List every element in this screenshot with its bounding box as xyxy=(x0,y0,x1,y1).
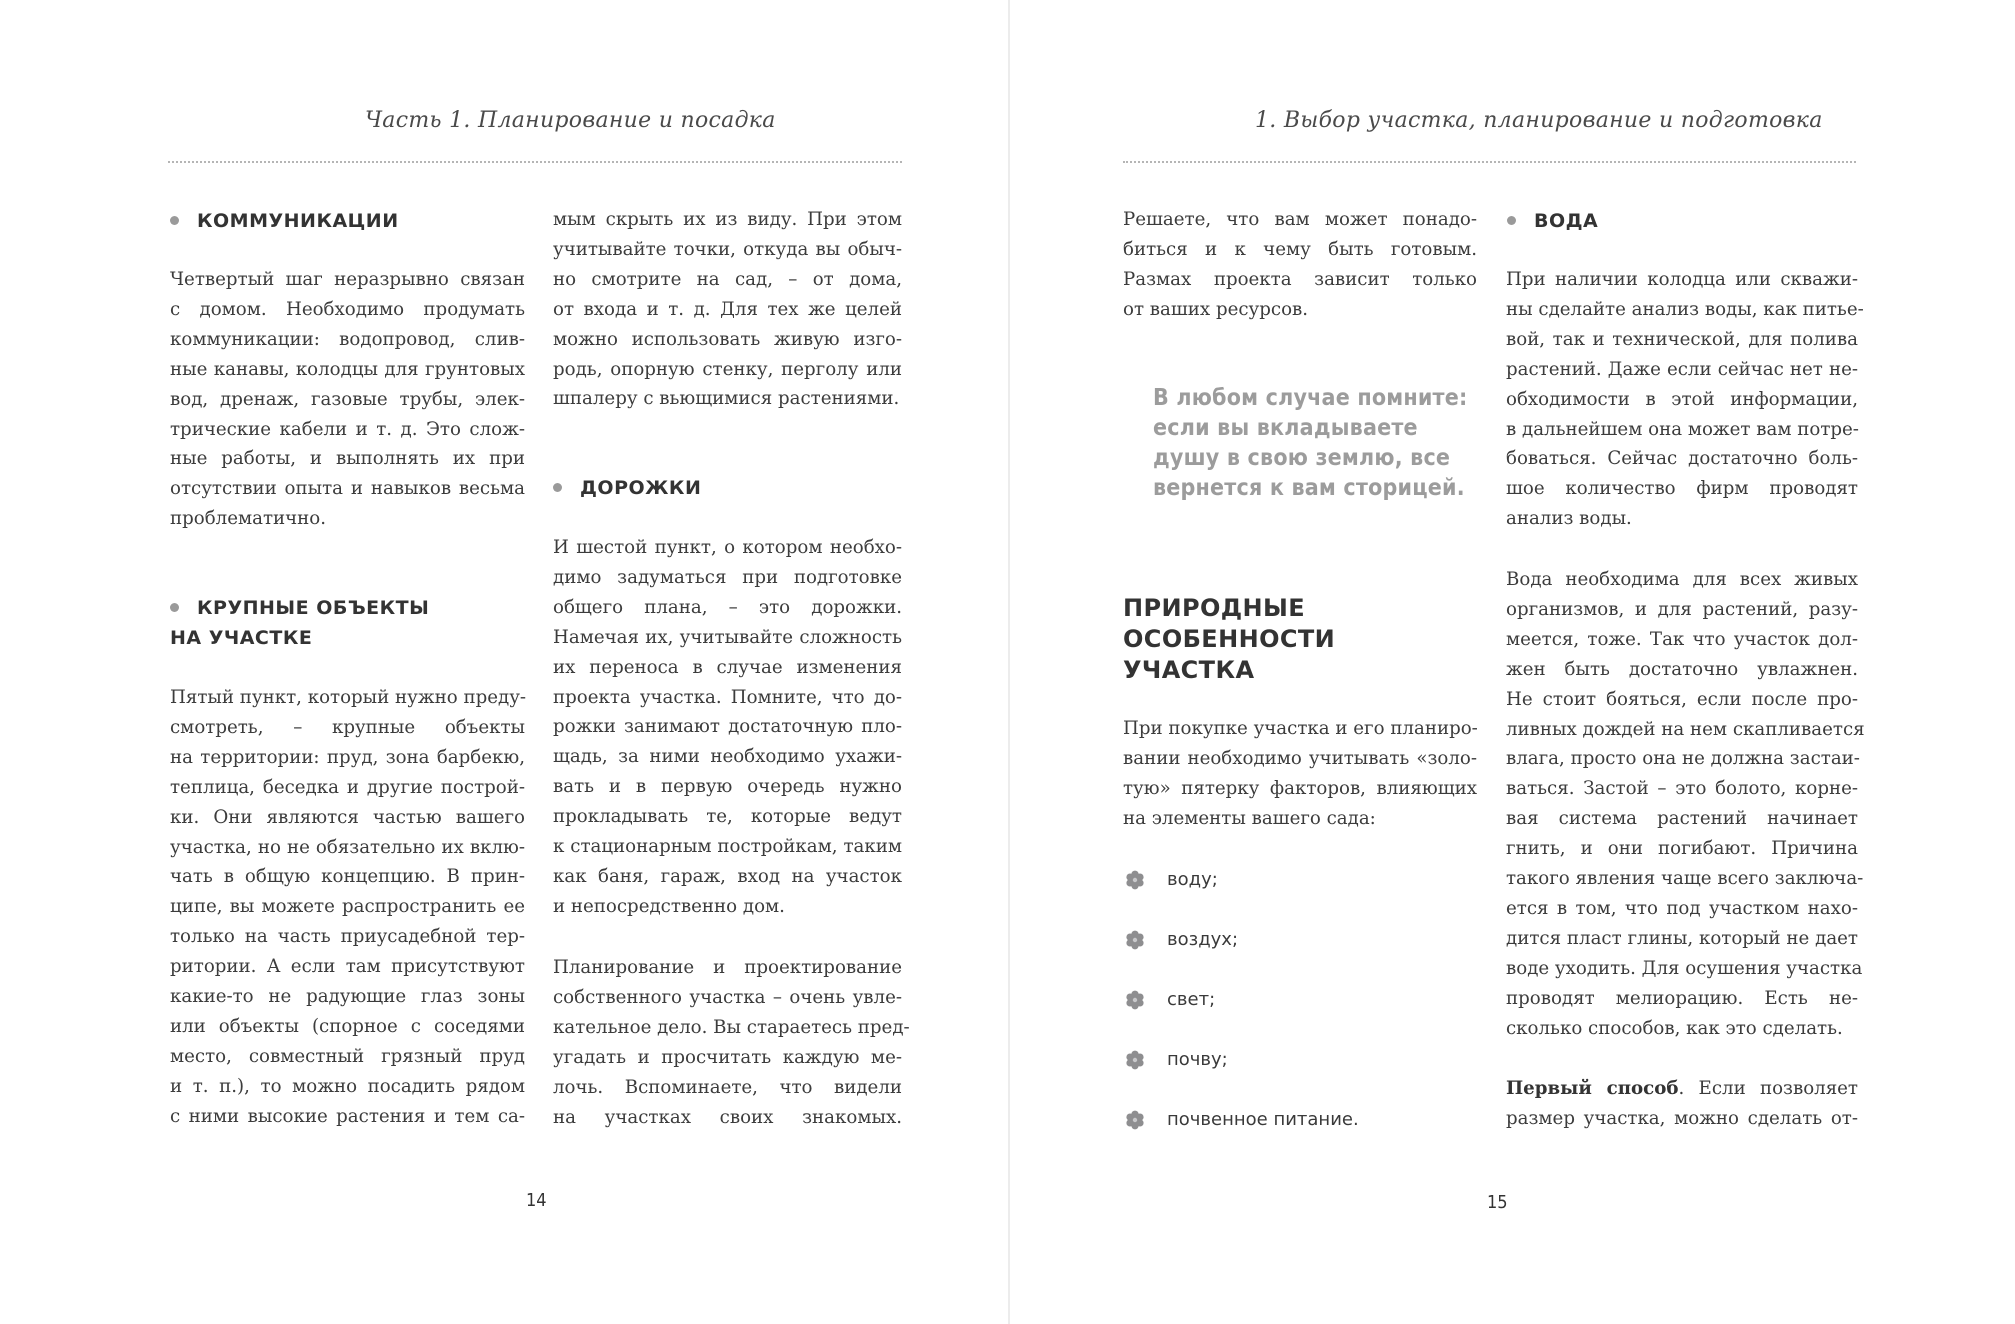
paragraph-line: дится пласт глины, который не дает xyxy=(1506,927,1858,949)
paragraph-line: гнить, и они погибают. Причина xyxy=(1506,838,1858,860)
flower-icon xyxy=(1125,1050,1145,1070)
paragraph-line: воде уходить. Для осушения участка xyxy=(1506,957,1863,979)
paragraph-line: к стационарным постройкам, таким xyxy=(553,836,902,858)
paragraph-line: но смотрите на сад, – от дома, xyxy=(553,268,902,290)
paragraph xyxy=(553,953,910,1132)
running-head: 1. Выбор участка, планирование и подготовка xyxy=(1255,108,1823,133)
paragraph-line: кательное дело. Вы стараетесь пред- xyxy=(553,1016,910,1038)
flower-icon xyxy=(1125,870,1145,890)
paragraph-line: какие-то не радующие глаз зоны xyxy=(170,986,525,1008)
paragraph-line: ки. Они являются частью вашего xyxy=(170,806,525,828)
paragraph-line: щадь, за ними необходимо ухажи- xyxy=(553,746,902,768)
quote-line: вернется к вам сторицей. xyxy=(1153,475,1465,501)
paragraph-line: вод, дренаж, газовые трубы, элек- xyxy=(170,388,525,410)
paragraph-line: проводят мелиорацию. Есть не- xyxy=(1506,987,1858,1009)
paragraph-line: жен быть достаточно увлажнен. xyxy=(1506,658,1858,680)
page-number: 14 xyxy=(526,1190,547,1211)
paragraph-line: анализ воды. xyxy=(1506,508,1632,530)
paragraph-line: тую» пятерку факторов, влияющих xyxy=(1123,777,1477,799)
paragraph-line: от входа и т. д. Для тех же целей xyxy=(553,298,902,320)
paragraph-line: рожки занимают достаточную пло- xyxy=(553,716,902,738)
paragraph xyxy=(553,205,902,414)
paragraph-line: растений. Даже если сейчас нет не- xyxy=(1506,358,1858,380)
paragraph-line: ритории. А если там присутствуют xyxy=(170,956,525,978)
list-item-label: воду; xyxy=(1167,869,1218,890)
paragraph-line: и непосредственно дом. xyxy=(553,895,785,917)
paragraph-line: можно использовать живую изго- xyxy=(553,328,902,350)
paragraph xyxy=(1123,714,1477,834)
paragraph-line: коммуникации: водопровод, слив- xyxy=(170,328,525,350)
paragraph-line: прокладывать те, которые ведут xyxy=(553,806,902,828)
quote-line: В любом случае помните: xyxy=(1153,385,1468,411)
paragraph xyxy=(170,683,525,1132)
paragraph-line: ны сделайте анализ воды, как питье- xyxy=(1506,298,1864,320)
paragraph-line: вая система растений начинает xyxy=(1506,808,1858,830)
bullet-dot-icon xyxy=(170,216,179,225)
paragraph-line: участка, но не обязательно их вклю- xyxy=(170,836,525,858)
paragraph-line: Четвертый шаг неразрывно связан xyxy=(170,269,525,290)
flower-icon xyxy=(1125,930,1145,950)
paragraph-line: смотреть, – крупные объекты xyxy=(170,716,525,738)
paragraph-line: в дальнейшем она может вам потре- xyxy=(1506,418,1859,440)
paragraph-line: вании необходимо учитывать «золо- xyxy=(1123,747,1477,769)
paragraph-line: При наличии колодца или скважи- xyxy=(1506,269,1858,290)
paragraph-line: родь, опорную стенку, перголу или xyxy=(553,358,902,380)
flower-icon xyxy=(1125,990,1145,1010)
paragraph-line: чать в общую концепцию. В прин- xyxy=(170,866,525,888)
bold-lead-in: Первый способ xyxy=(1506,1078,1679,1099)
paragraph-line: на элементы вашего сада: xyxy=(1123,807,1376,829)
section-heading: ДОРОЖКИ xyxy=(580,473,701,503)
paragraph-line: ципе, вы можете распространить ее xyxy=(170,896,525,918)
paragraph-line: размер участка, можно сделать от- xyxy=(1506,1107,1858,1129)
paragraph-line: ные работы, и выполнять их при xyxy=(170,448,525,470)
paragraph-line: Планирование и проектирование xyxy=(553,957,902,978)
paragraph-line: шое количество фирм проводят xyxy=(1506,478,1858,500)
quote-line: душу в свою землю, все xyxy=(1153,445,1451,471)
quote-line: если вы вкладываете xyxy=(1153,415,1418,441)
paragraph-line: такого явления чаще всего заключа- xyxy=(1506,868,1864,890)
paragraph-line: биться и к чему быть готовым. xyxy=(1123,238,1477,260)
paragraph-line: их переноса в случае изменения xyxy=(553,656,902,678)
list-item-label: почвенное питание. xyxy=(1167,1109,1359,1130)
bullet-dot-icon xyxy=(1507,216,1516,225)
paragraph-line: отсутствии опыта и навыков весьма xyxy=(170,478,525,500)
pull-quote xyxy=(1153,383,1467,503)
paragraph-line: Не стоит бояться, если после про- xyxy=(1506,688,1858,710)
paragraph-line: шпалеру с вьющимися растениями. xyxy=(553,388,900,410)
paragraph-line: боваться. Сейчас достаточно боль- xyxy=(1506,448,1858,470)
paragraph-line: собственного участка – очень увле- xyxy=(553,986,902,1008)
paragraph-line: При покупке участка и его планиро- xyxy=(1123,718,1478,739)
paragraph-line: организмов, и для растений, разу- xyxy=(1506,598,1858,620)
paragraph xyxy=(1506,565,1865,1044)
paragraph-line: Решаете, что вам может понадо- xyxy=(1123,209,1477,230)
paragraph-line: Намечая их, учитывайте сложность xyxy=(553,626,902,648)
paragraph xyxy=(1506,1074,1858,1134)
paragraph xyxy=(553,533,902,922)
bullet-dot-icon xyxy=(170,603,179,612)
paragraph-line: от ваших ресурсов. xyxy=(1123,298,1309,320)
paragraph-line: ливных дождей на нем скапливается xyxy=(1506,718,1865,740)
section-heading: КРУПНЫЕ ОБЪЕКТЫ xyxy=(197,593,429,623)
paragraph-line: на территории: пруд, зона барбекю, xyxy=(170,746,525,768)
paragraph-line: угадать и просчитать каждую ме- xyxy=(553,1046,902,1068)
paragraph-line: сколько способов, как это сделать. xyxy=(1506,1017,1843,1039)
section-heading: КОММУНИКАЦИИ xyxy=(197,206,399,236)
section-heading-line2: НА УЧАСТКЕ xyxy=(170,627,313,649)
paragraph-line: проблематично. xyxy=(170,508,327,530)
running-head: Часть 1. Планирование и посадка xyxy=(365,108,776,133)
paragraph-line: И шестой пункт, о котором необхо- xyxy=(553,537,902,558)
paragraph-line: ные канавы, колодцы для грунтовых xyxy=(170,358,525,380)
page-number: 15 xyxy=(1487,1192,1508,1213)
paragraph-line: трические кабели и т. д. Это слож- xyxy=(170,418,525,440)
left-page-column-1 xyxy=(170,0,525,1150)
paragraph-line: и т. п.), то можно посадить рядом xyxy=(170,1075,525,1097)
paragraph-line: с ними высокие растения и тем са- xyxy=(170,1105,525,1127)
paragraph-line: или объекты (спорное с соседями xyxy=(170,1015,525,1037)
paragraph-line: вать и в первую очередь нужно xyxy=(553,776,902,798)
paragraph-line: как баня, гараж, вход на участок xyxy=(553,865,902,887)
paragraph-line: Пятый пункт, который нужно преду- xyxy=(170,687,527,708)
paragraph-line: Размах проекта зависит только xyxy=(1123,268,1477,290)
paragraph-line: ваться. Застой – это болото, корне- xyxy=(1506,778,1858,800)
flower-icon xyxy=(1125,1110,1145,1130)
list-item-label: воздух; xyxy=(1167,929,1239,950)
paragraph-line: на участках своих знакомых. xyxy=(553,1106,902,1128)
paragraph xyxy=(170,265,525,534)
section-heading: ВОДА xyxy=(1534,206,1598,236)
paragraph-line: проекта участка. Помните, что до- xyxy=(553,686,902,708)
list-item-label: почву; xyxy=(1167,1049,1228,1070)
paragraph-line: обходимости в этой информации, xyxy=(1506,388,1858,410)
bullet-dot-icon xyxy=(553,483,562,492)
paragraph xyxy=(1123,205,1477,325)
paragraph-line: ется в том, что под участком нахо- xyxy=(1506,897,1858,919)
right-page-column-2 xyxy=(1506,0,1865,1150)
paragraph-line: учитывайте точки, откуда вы обыч- xyxy=(553,238,902,260)
paragraph-line: теплица, беседка и другие построй- xyxy=(170,776,525,798)
paragraph xyxy=(1506,265,1864,534)
left-page-column-2 xyxy=(553,0,908,1150)
paragraph-line: мым скрыть их из виду. При этом xyxy=(553,209,902,230)
paragraph-line: Первый способ. Если позволяет xyxy=(1506,1078,1858,1099)
paragraph-line: Вода необходима для всех живых xyxy=(1506,569,1858,590)
paragraph-line: с домом. Необходимо продумать xyxy=(170,298,525,320)
paragraph-line: место, совместный грязный пруд xyxy=(170,1045,525,1067)
paragraph-line: меется, тоже. Так что участок дол- xyxy=(1506,628,1858,650)
right-page-column-1 xyxy=(1123,0,1478,1150)
paragraph-line: вой, так и технической, для полива xyxy=(1506,328,1858,350)
paragraph-line: только на часть приусадебной тер- xyxy=(170,926,525,948)
section-title-line: ОСОБЕННОСТИ xyxy=(1123,625,1336,653)
section-title-line: УЧАСТКА xyxy=(1123,656,1255,684)
paragraph-line: димо задуматься при подготовке xyxy=(553,566,902,588)
section-title xyxy=(1123,593,1335,686)
right-page xyxy=(1010,0,2015,1324)
paragraph-line: влага, просто она не должна застаи- xyxy=(1506,748,1860,770)
section-title-line: ПРИРОДНЫЕ xyxy=(1123,594,1306,622)
paragraph-line: общего плана, – это дорожки. xyxy=(553,596,902,618)
list-item-label: свет; xyxy=(1167,989,1216,1010)
paragraph-line: лочь. Вспоминаете, что видели xyxy=(553,1076,902,1098)
